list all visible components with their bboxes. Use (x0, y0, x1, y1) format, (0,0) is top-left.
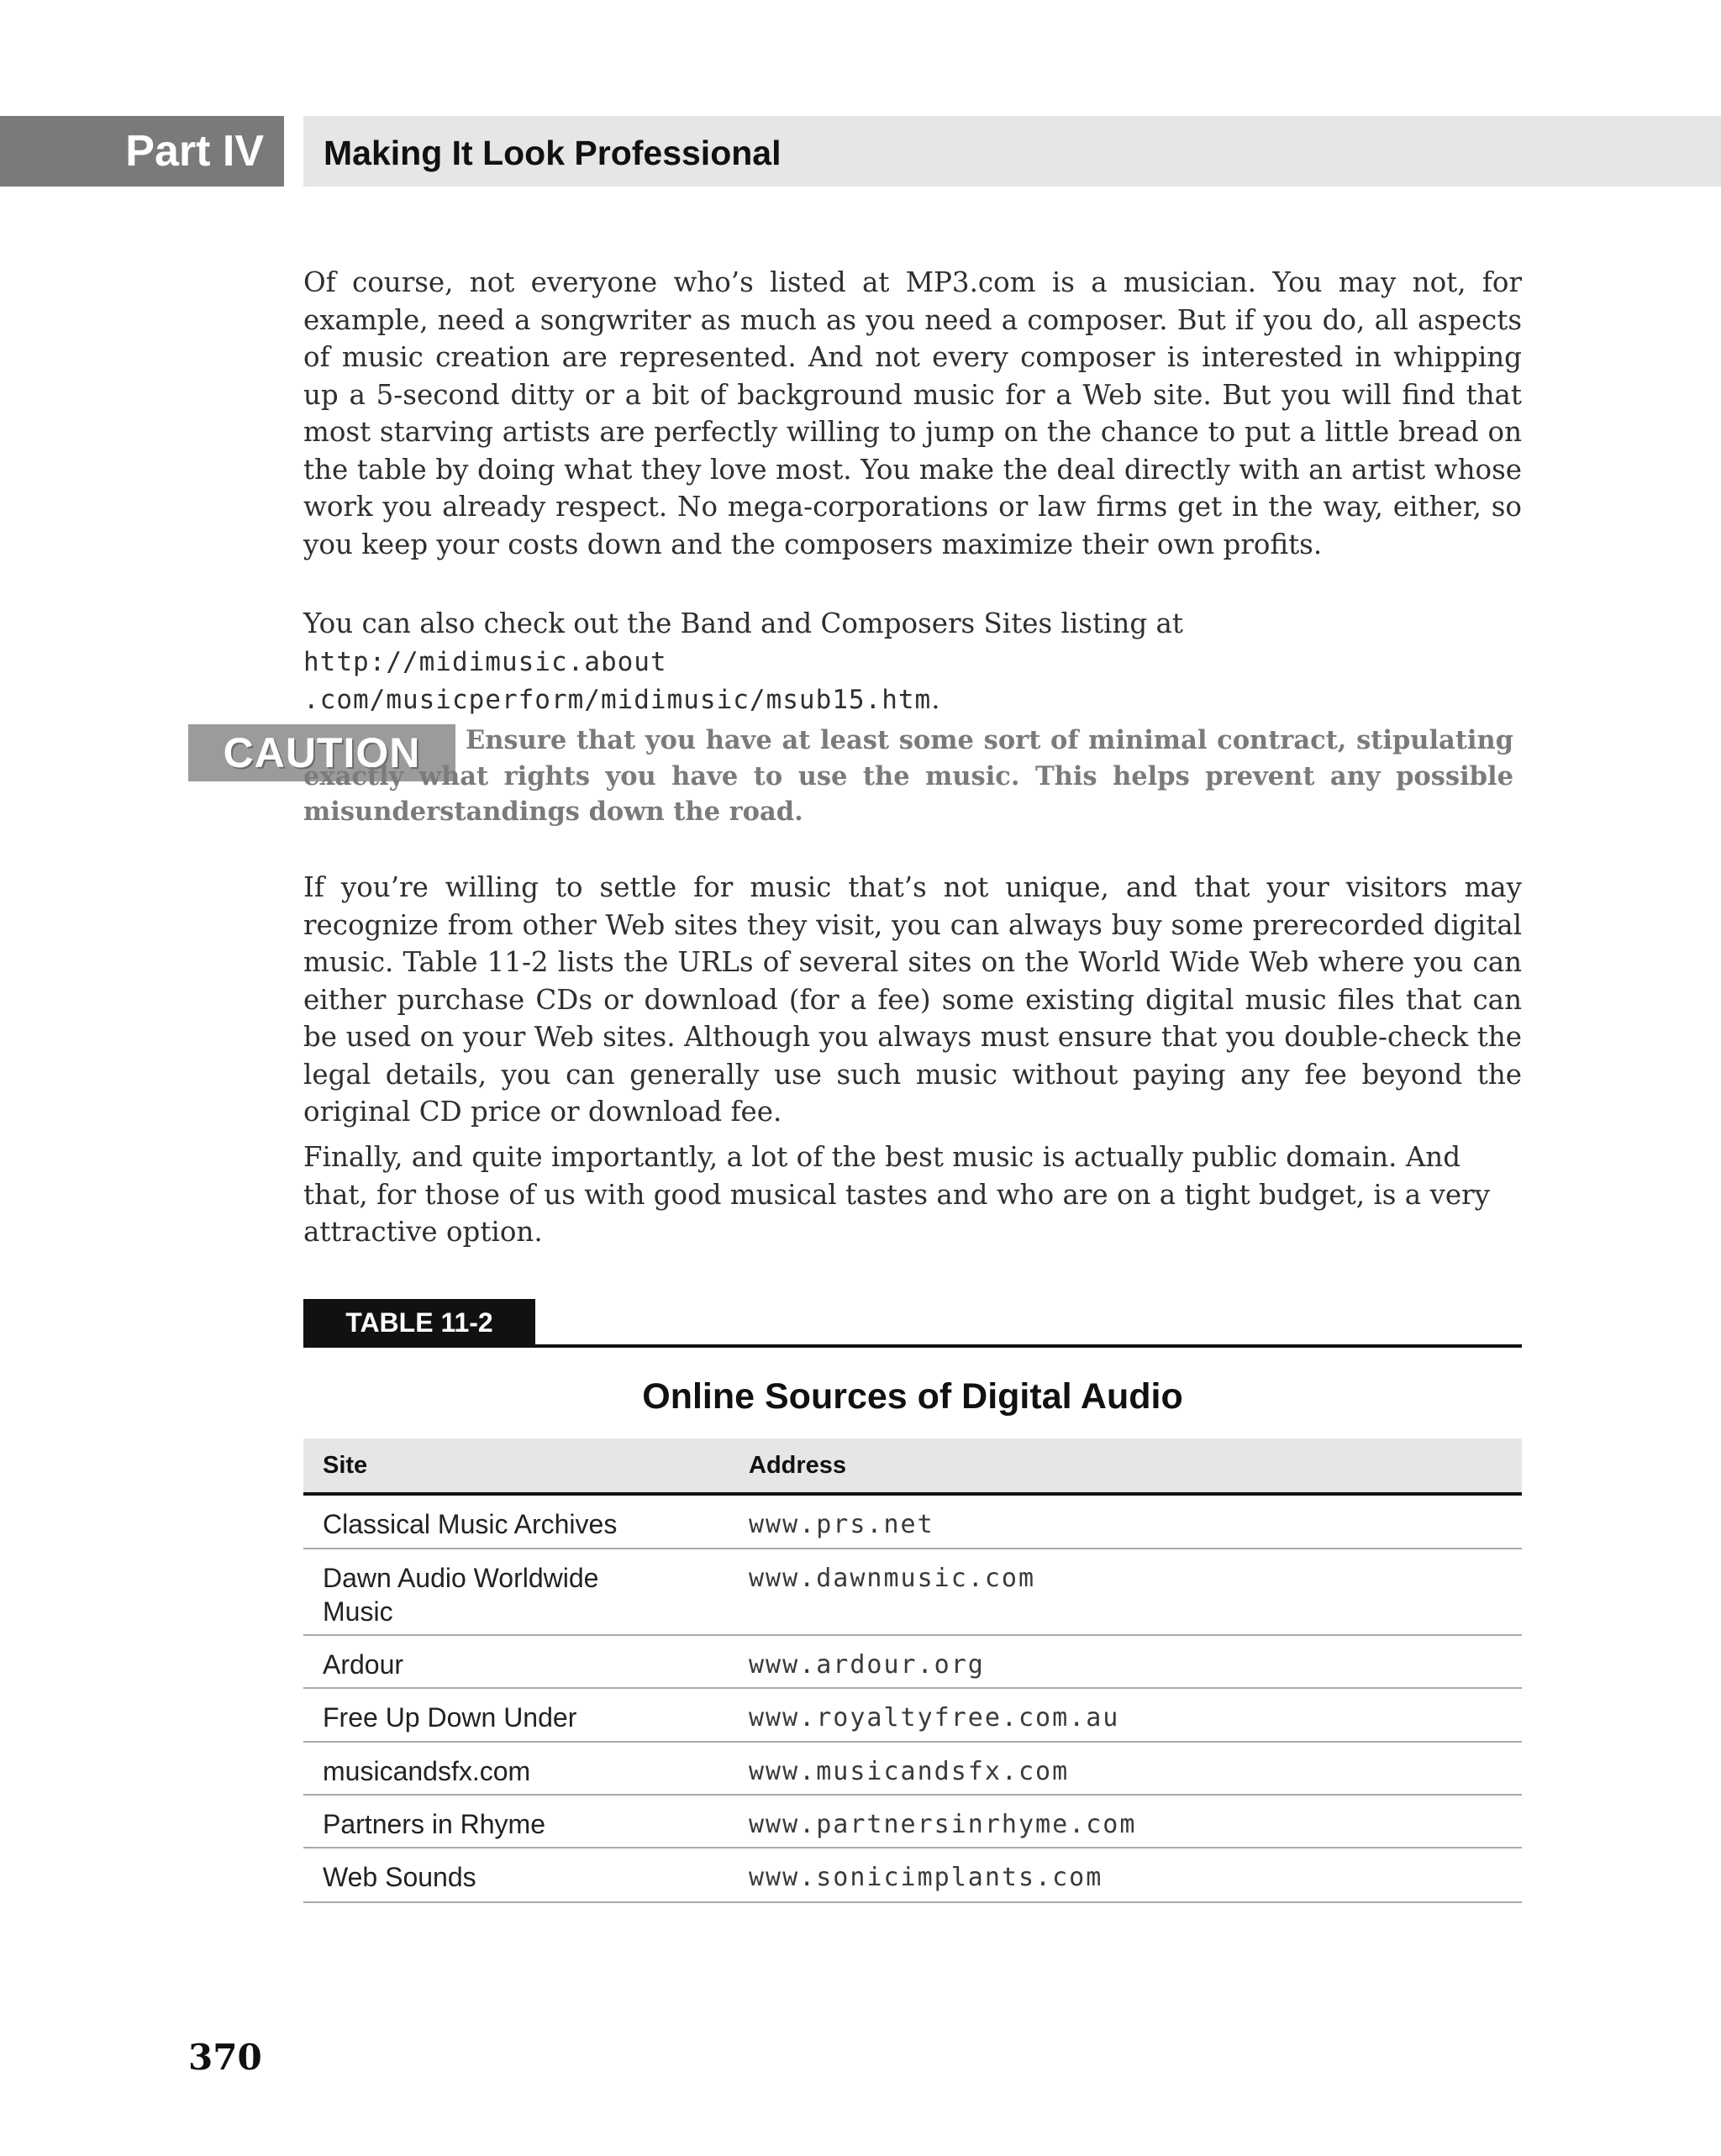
caution-icon: CAUTION (188, 724, 455, 781)
site-name: musicandsfx.com (323, 1756, 531, 1786)
table-row (303, 1636, 1522, 1689)
table-row (303, 1743, 1522, 1796)
site-address: www.prs.net (749, 1510, 934, 1539)
body-paragraph-4: Finally, and quite importantly, a lot of the best music is actually public domain. And that, for those of us with good musical tastes and who are on a tight budget, is a very attractive option. (303, 1141, 1490, 1248)
chapter-title: Making It Look Professional (303, 116, 1721, 187)
table-label: TABLE 11-2 (303, 1299, 535, 1344)
caution-text: Ensure that you have at least some sort of minimal contract, stipulating exactly what rights you have to use the music. This helps prevent any possible misunderstandings down the road. (303, 725, 1513, 827)
site-name: Free Up Down Under (323, 1702, 577, 1733)
body-paragraph-3: If you’re willing to settle for music that’s not unique, and that your visitors may recognize from other Web sites they visit, you can always buy some prerecorded digital music. Table 11-2 lists the URLs of several sites on the World Wide Web where you can either purchase CDs or download (for a fee) some existing digital music files that can be used on your Web sites. Although you always must ensure that you double-check the legal details, you can generally use such music without paying any fee beyond the original CD price or download fee. (303, 871, 1522, 1128)
table-top-rule (303, 1344, 1522, 1348)
table-row (303, 1796, 1522, 1848)
page-number: 370 (188, 2037, 262, 2078)
site-address: www.musicandsfx.com (749, 1757, 1070, 1786)
site-address: www.ardour.org (749, 1650, 985, 1680)
site-name: Dawn Audio Worldwide Music (323, 1563, 599, 1627)
table-body (303, 1496, 1522, 1903)
site-address: www.dawnmusic.com (749, 1564, 1036, 1593)
site-name: Classical Music Archives (323, 1509, 618, 1539)
table-row (303, 1689, 1522, 1743)
table-row (303, 1496, 1522, 1549)
site-name: Web Sounds (323, 1862, 476, 1892)
table-row (303, 1848, 1522, 1903)
paragraph-2-text: You can also check out the Band and Composers Sites listing at (303, 607, 1183, 639)
column-header-site: Site (323, 1452, 368, 1479)
site-name: Ardour (323, 1649, 404, 1680)
part-label: Part IV (0, 116, 284, 187)
table-header-row (303, 1438, 1522, 1496)
midimusic-url-part-2: .com/musicperform/midimusic/msub15.htm (303, 685, 932, 715)
paragraph-2-suffix: . (931, 683, 940, 715)
site-address: www.sonicimplants.com (749, 1863, 1103, 1892)
midimusic-url-part-1: http://midimusic.about (303, 646, 667, 677)
table-row (303, 1549, 1522, 1636)
body-paragraph-1: Of course, not everyone who’s listed at MP3.com is a musician. You may not, for example, need a songwriter as much as you need a composer. But if you do, all aspects of music creation are represented. And not every composer is interested in whipping up a 5-second ditty or a bit of background music for a Web site. But you will find that most starving artists are perfectly willing to jump on the chance to put a little bread on the table by doing what they love most. You make the deal directly with an artist whose work you already respect. No mega-corporations or law firms get in the way, either, so you keep your costs down and the composers maximize their own profits. (303, 266, 1522, 560)
table-title: Online Sources of Digital Audio (642, 1376, 1183, 1417)
column-header-address: Address (749, 1452, 847, 1479)
site-name: Partners in Rhyme (323, 1809, 545, 1839)
site-address: www.royaltyfree.com.au (749, 1703, 1120, 1733)
site-address: www.partnersinrhyme.com (749, 1810, 1137, 1839)
body-paragraph-2 (303, 605, 1522, 719)
